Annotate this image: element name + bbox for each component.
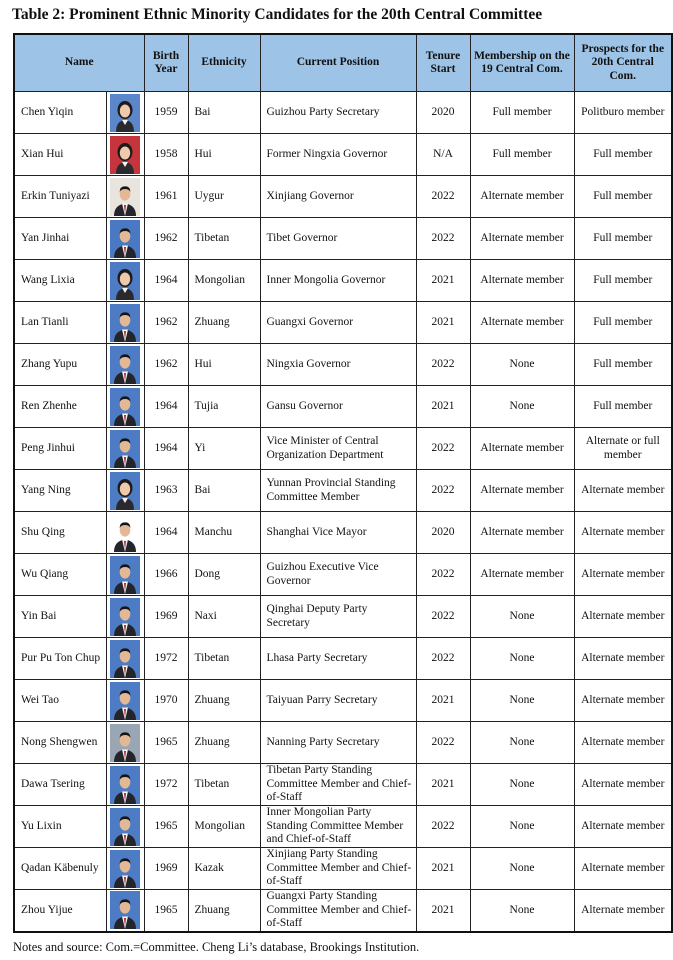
table-row (14, 176, 672, 218)
tenure-start: 2021 (416, 848, 470, 890)
candidate-name: Zhang Yupu (14, 344, 106, 386)
candidate-photo (110, 430, 140, 468)
current-position: Gansu Governor (260, 386, 416, 428)
membership-19th: Alternate member (470, 218, 574, 260)
current-position: Qinghai Deputy Party Secretary (260, 596, 416, 638)
membership-19th: Full member (470, 92, 574, 134)
tenure-start: 2020 (416, 92, 470, 134)
membership-19th: Full member (470, 134, 574, 176)
current-position: Shanghai Vice Mayor (260, 512, 416, 554)
candidate-name: Wei Tao (14, 680, 106, 722)
current-position: Guangxi Party Standing Committee Member and Chief-of-Staff (260, 890, 416, 932)
table-row (14, 386, 672, 428)
current-position: Former Ningxia Governor (260, 134, 416, 176)
table-row (14, 848, 672, 890)
ethnicity: Zhuang (188, 680, 260, 722)
ethnicity: Zhuang (188, 722, 260, 764)
candidate-photo (110, 178, 140, 216)
candidate-photo-cell (106, 890, 144, 932)
candidate-photo-cell (106, 386, 144, 428)
tenure-start: 2022 (416, 638, 470, 680)
candidate-photo (110, 220, 140, 258)
table-title: Table 2: Prominent Ethnic Minority Candidates for the 20th Central Committee (12, 6, 543, 23)
candidate-name: Pur Pu Ton Chup (14, 638, 106, 680)
header-birth-year: Birth Year (144, 34, 188, 92)
membership-19th: None (470, 764, 574, 806)
prospects-20th: Full member (574, 176, 672, 218)
prospects-20th: Alternate member (574, 638, 672, 680)
prospects-20th: Full member (574, 344, 672, 386)
tenure-start: 2022 (416, 470, 470, 512)
table-row (14, 680, 672, 722)
birth-year: 1964 (144, 428, 188, 470)
birth-year: 1962 (144, 302, 188, 344)
male-portrait-photo (110, 514, 140, 552)
table-row (14, 302, 672, 344)
prospects-20th: Alternate member (574, 554, 672, 596)
birth-year: 1970 (144, 680, 188, 722)
header-current-position: Current Position (260, 34, 416, 92)
current-position: Xinjiang Party Standing Committee Member and Chief-of-Staff (260, 848, 416, 890)
male-portrait-photo (110, 220, 140, 258)
candidate-photo (110, 891, 140, 929)
male-portrait-photo (110, 891, 140, 929)
male-portrait-photo (110, 766, 140, 804)
candidate-photo-cell (106, 260, 144, 302)
membership-19th: None (470, 680, 574, 722)
prospects-20th: Alternate member (574, 806, 672, 848)
table-row (14, 134, 672, 176)
membership-19th: None (470, 344, 574, 386)
candidate-photo (110, 514, 140, 552)
table-row (14, 428, 672, 470)
table-row (14, 470, 672, 512)
prospects-20th: Politburo member (574, 92, 672, 134)
ethnicity: Tujia (188, 386, 260, 428)
candidate-photo-cell (106, 680, 144, 722)
candidate-photo-cell (106, 344, 144, 386)
candidate-photo-cell (106, 638, 144, 680)
candidate-photo (110, 556, 140, 594)
current-position: Tibetan Party Standing Committee Member and Chief-of-Staff (260, 764, 416, 806)
male-portrait-photo (110, 808, 140, 846)
current-position: Inner Mongolian Party Standing Committee Member and Chief-of-Staff (260, 806, 416, 848)
tenure-start: 2021 (416, 680, 470, 722)
table-row (14, 596, 672, 638)
male-portrait-photo (110, 178, 140, 216)
membership-19th: Alternate member (470, 302, 574, 344)
birth-year: 1964 (144, 512, 188, 554)
table-body (14, 92, 672, 932)
birth-year: 1965 (144, 806, 188, 848)
candidate-photo (110, 598, 140, 636)
tenure-start: 2022 (416, 596, 470, 638)
tenure-start: 2021 (416, 764, 470, 806)
table-row (14, 344, 672, 386)
candidate-name: Chen Yiqin (14, 92, 106, 134)
membership-19th: None (470, 806, 574, 848)
candidate-photo (110, 850, 140, 888)
tenure-start: 2022 (416, 428, 470, 470)
candidate-photo-cell (106, 848, 144, 890)
candidate-photo-cell (106, 764, 144, 806)
candidate-photo-cell (106, 722, 144, 764)
prospects-20th: Alternate member (574, 848, 672, 890)
candidate-photo (110, 640, 140, 678)
candidate-photo (110, 682, 140, 720)
candidate-photo (110, 136, 140, 174)
candidate-name: Wang Lixia (14, 260, 106, 302)
membership-19th: Alternate member (470, 260, 574, 302)
ethnicity: Mongolian (188, 260, 260, 302)
candidate-name: Yang Ning (14, 470, 106, 512)
ethnicity: Hui (188, 134, 260, 176)
candidate-name: Shu Qing (14, 512, 106, 554)
membership-19th: None (470, 638, 574, 680)
female-portrait-photo (110, 262, 140, 300)
birth-year: 1972 (144, 764, 188, 806)
current-position: Inner Mongolia Governor (260, 260, 416, 302)
tenure-start: 2022 (416, 806, 470, 848)
male-portrait-photo (110, 304, 140, 342)
ethnicity: Manchu (188, 512, 260, 554)
birth-year: 1964 (144, 260, 188, 302)
current-position: Guangxi Governor (260, 302, 416, 344)
candidate-photo-cell (106, 176, 144, 218)
candidate-photo-cell (106, 134, 144, 176)
ethnicity: Bai (188, 470, 260, 512)
current-position: Guizhou Executive Vice Governor (260, 554, 416, 596)
ethnicity: Uygur (188, 176, 260, 218)
notes-source: Notes and source: Com.=Committee. Cheng Li’s database, Brookings Institution. (13, 940, 420, 954)
membership-19th: None (470, 848, 574, 890)
tenure-start: 2021 (416, 260, 470, 302)
ethnicity: Bai (188, 92, 260, 134)
table-row (14, 512, 672, 554)
tenure-start: 2022 (416, 722, 470, 764)
tenure-start: 2022 (416, 344, 470, 386)
tenure-start: 2022 (416, 218, 470, 260)
membership-19th: Alternate member (470, 470, 574, 512)
tenure-start: N/A (416, 134, 470, 176)
candidate-name: Nong Shengwen (14, 722, 106, 764)
birth-year: 1969 (144, 848, 188, 890)
candidate-photo (110, 472, 140, 510)
current-position: Ningxia Governor (260, 344, 416, 386)
prospects-20th: Alternate member (574, 512, 672, 554)
candidate-name: Lan Tianli (14, 302, 106, 344)
current-position: Tibet Governor (260, 218, 416, 260)
birth-year: 1958 (144, 134, 188, 176)
header-name: Name (14, 34, 144, 92)
candidate-name: Ren Zhenhe (14, 386, 106, 428)
ethnicity: Mongolian (188, 806, 260, 848)
male-portrait-photo (110, 724, 140, 762)
ethnicity: Naxi (188, 596, 260, 638)
birth-year: 1964 (144, 386, 188, 428)
header-prospects-20th: Prospects for the 20th Central Com. (574, 34, 672, 92)
tenure-start: 2022 (416, 176, 470, 218)
current-position: Yunnan Provincial Standing Committee Member (260, 470, 416, 512)
male-portrait-photo (110, 850, 140, 888)
header-tenure-start: Tenure Start (416, 34, 470, 92)
candidate-name: Peng Jinhui (14, 428, 106, 470)
prospects-20th: Alternate or full member (574, 428, 672, 470)
birth-year: 1965 (144, 890, 188, 932)
candidate-photo-cell (106, 512, 144, 554)
membership-19th: Alternate member (470, 428, 574, 470)
table-row (14, 890, 672, 932)
birth-year: 1962 (144, 344, 188, 386)
prospects-20th: Full member (574, 218, 672, 260)
header-membership-19th: Membership on the 19 Central Com. (470, 34, 574, 92)
prospects-20th: Full member (574, 134, 672, 176)
candidate-photo (110, 94, 140, 132)
candidate-name: Yu Lixin (14, 806, 106, 848)
prospects-20th: Full member (574, 302, 672, 344)
birth-year: 1972 (144, 638, 188, 680)
candidate-photo-cell (106, 218, 144, 260)
candidate-photo-cell (106, 554, 144, 596)
current-position: Guizhou Party Secretary (260, 92, 416, 134)
male-portrait-photo (110, 388, 140, 426)
candidate-name: Yan Jinhai (14, 218, 106, 260)
candidate-photo-cell (106, 806, 144, 848)
candidates-table (13, 33, 673, 933)
candidate-name: Erkin Tuniyazi (14, 176, 106, 218)
ethnicity: Yi (188, 428, 260, 470)
current-position: Nanning Party Secretary (260, 722, 416, 764)
prospects-20th: Alternate member (574, 680, 672, 722)
table-row (14, 92, 672, 134)
ethnicity: Hui (188, 344, 260, 386)
candidate-photo (110, 724, 140, 762)
membership-19th: None (470, 890, 574, 932)
prospects-20th: Full member (574, 260, 672, 302)
male-portrait-photo (110, 682, 140, 720)
female-portrait-photo (110, 94, 140, 132)
candidate-photo-cell (106, 92, 144, 134)
prospects-20th: Alternate member (574, 470, 672, 512)
membership-19th: Alternate member (470, 176, 574, 218)
candidate-photo (110, 766, 140, 804)
candidate-name: Qadan Käbenuly (14, 848, 106, 890)
prospects-20th: Alternate member (574, 722, 672, 764)
ethnicity: Zhuang (188, 890, 260, 932)
birth-year: 1962 (144, 218, 188, 260)
header-row (14, 34, 672, 92)
female-portrait-photo (110, 472, 140, 510)
candidate-photo (110, 304, 140, 342)
candidate-name: Xian Hui (14, 134, 106, 176)
candidate-name: Zhou Yijue (14, 890, 106, 932)
birth-year: 1966 (144, 554, 188, 596)
candidate-photo-cell (106, 596, 144, 638)
prospects-20th: Alternate member (574, 596, 672, 638)
candidate-photo-cell (106, 470, 144, 512)
candidate-name: Wu Qiang (14, 554, 106, 596)
table-row (14, 764, 672, 806)
ethnicity: Tibetan (188, 764, 260, 806)
membership-19th: None (470, 386, 574, 428)
birth-year: 1963 (144, 470, 188, 512)
membership-19th: Alternate member (470, 512, 574, 554)
tenure-start: 2020 (416, 512, 470, 554)
tenure-start: 2022 (416, 554, 470, 596)
birth-year: 1961 (144, 176, 188, 218)
candidate-photo-cell (106, 428, 144, 470)
prospects-20th: Full member (574, 386, 672, 428)
ethnicity: Tibetan (188, 218, 260, 260)
current-position: Vice Minister of Central Organization Department (260, 428, 416, 470)
current-position: Taiyuan Parry Secretary (260, 680, 416, 722)
male-portrait-photo (110, 640, 140, 678)
candidate-photo-cell (106, 302, 144, 344)
birth-year: 1959 (144, 92, 188, 134)
membership-19th: None (470, 596, 574, 638)
tenure-start: 2021 (416, 386, 470, 428)
membership-19th: Alternate member (470, 554, 574, 596)
male-portrait-photo (110, 346, 140, 384)
female-portrait-photo (110, 136, 140, 174)
candidate-name: Dawa Tsering (14, 764, 106, 806)
tenure-start: 2021 (416, 302, 470, 344)
ethnicity: Tibetan (188, 638, 260, 680)
candidate-photo (110, 388, 140, 426)
membership-19th: None (470, 722, 574, 764)
birth-year: 1965 (144, 722, 188, 764)
prospects-20th: Alternate member (574, 764, 672, 806)
candidate-photo (110, 346, 140, 384)
ethnicity: Dong (188, 554, 260, 596)
table-row (14, 260, 672, 302)
male-portrait-photo (110, 556, 140, 594)
table-row (14, 638, 672, 680)
current-position: Lhasa Party Secretary (260, 638, 416, 680)
tenure-start: 2021 (416, 890, 470, 932)
ethnicity: Zhuang (188, 302, 260, 344)
prospects-20th: Alternate member (574, 890, 672, 932)
birth-year: 1969 (144, 596, 188, 638)
table-row (14, 806, 672, 848)
table-row (14, 218, 672, 260)
candidate-photo (110, 808, 140, 846)
candidate-photo (110, 262, 140, 300)
candidate-name: Yin Bai (14, 596, 106, 638)
current-position: Xinjiang Governor (260, 176, 416, 218)
ethnicity: Kazak (188, 848, 260, 890)
male-portrait-photo (110, 430, 140, 468)
table-row (14, 554, 672, 596)
table-row (14, 722, 672, 764)
header-ethnicity: Ethnicity (188, 34, 260, 92)
male-portrait-photo (110, 598, 140, 636)
